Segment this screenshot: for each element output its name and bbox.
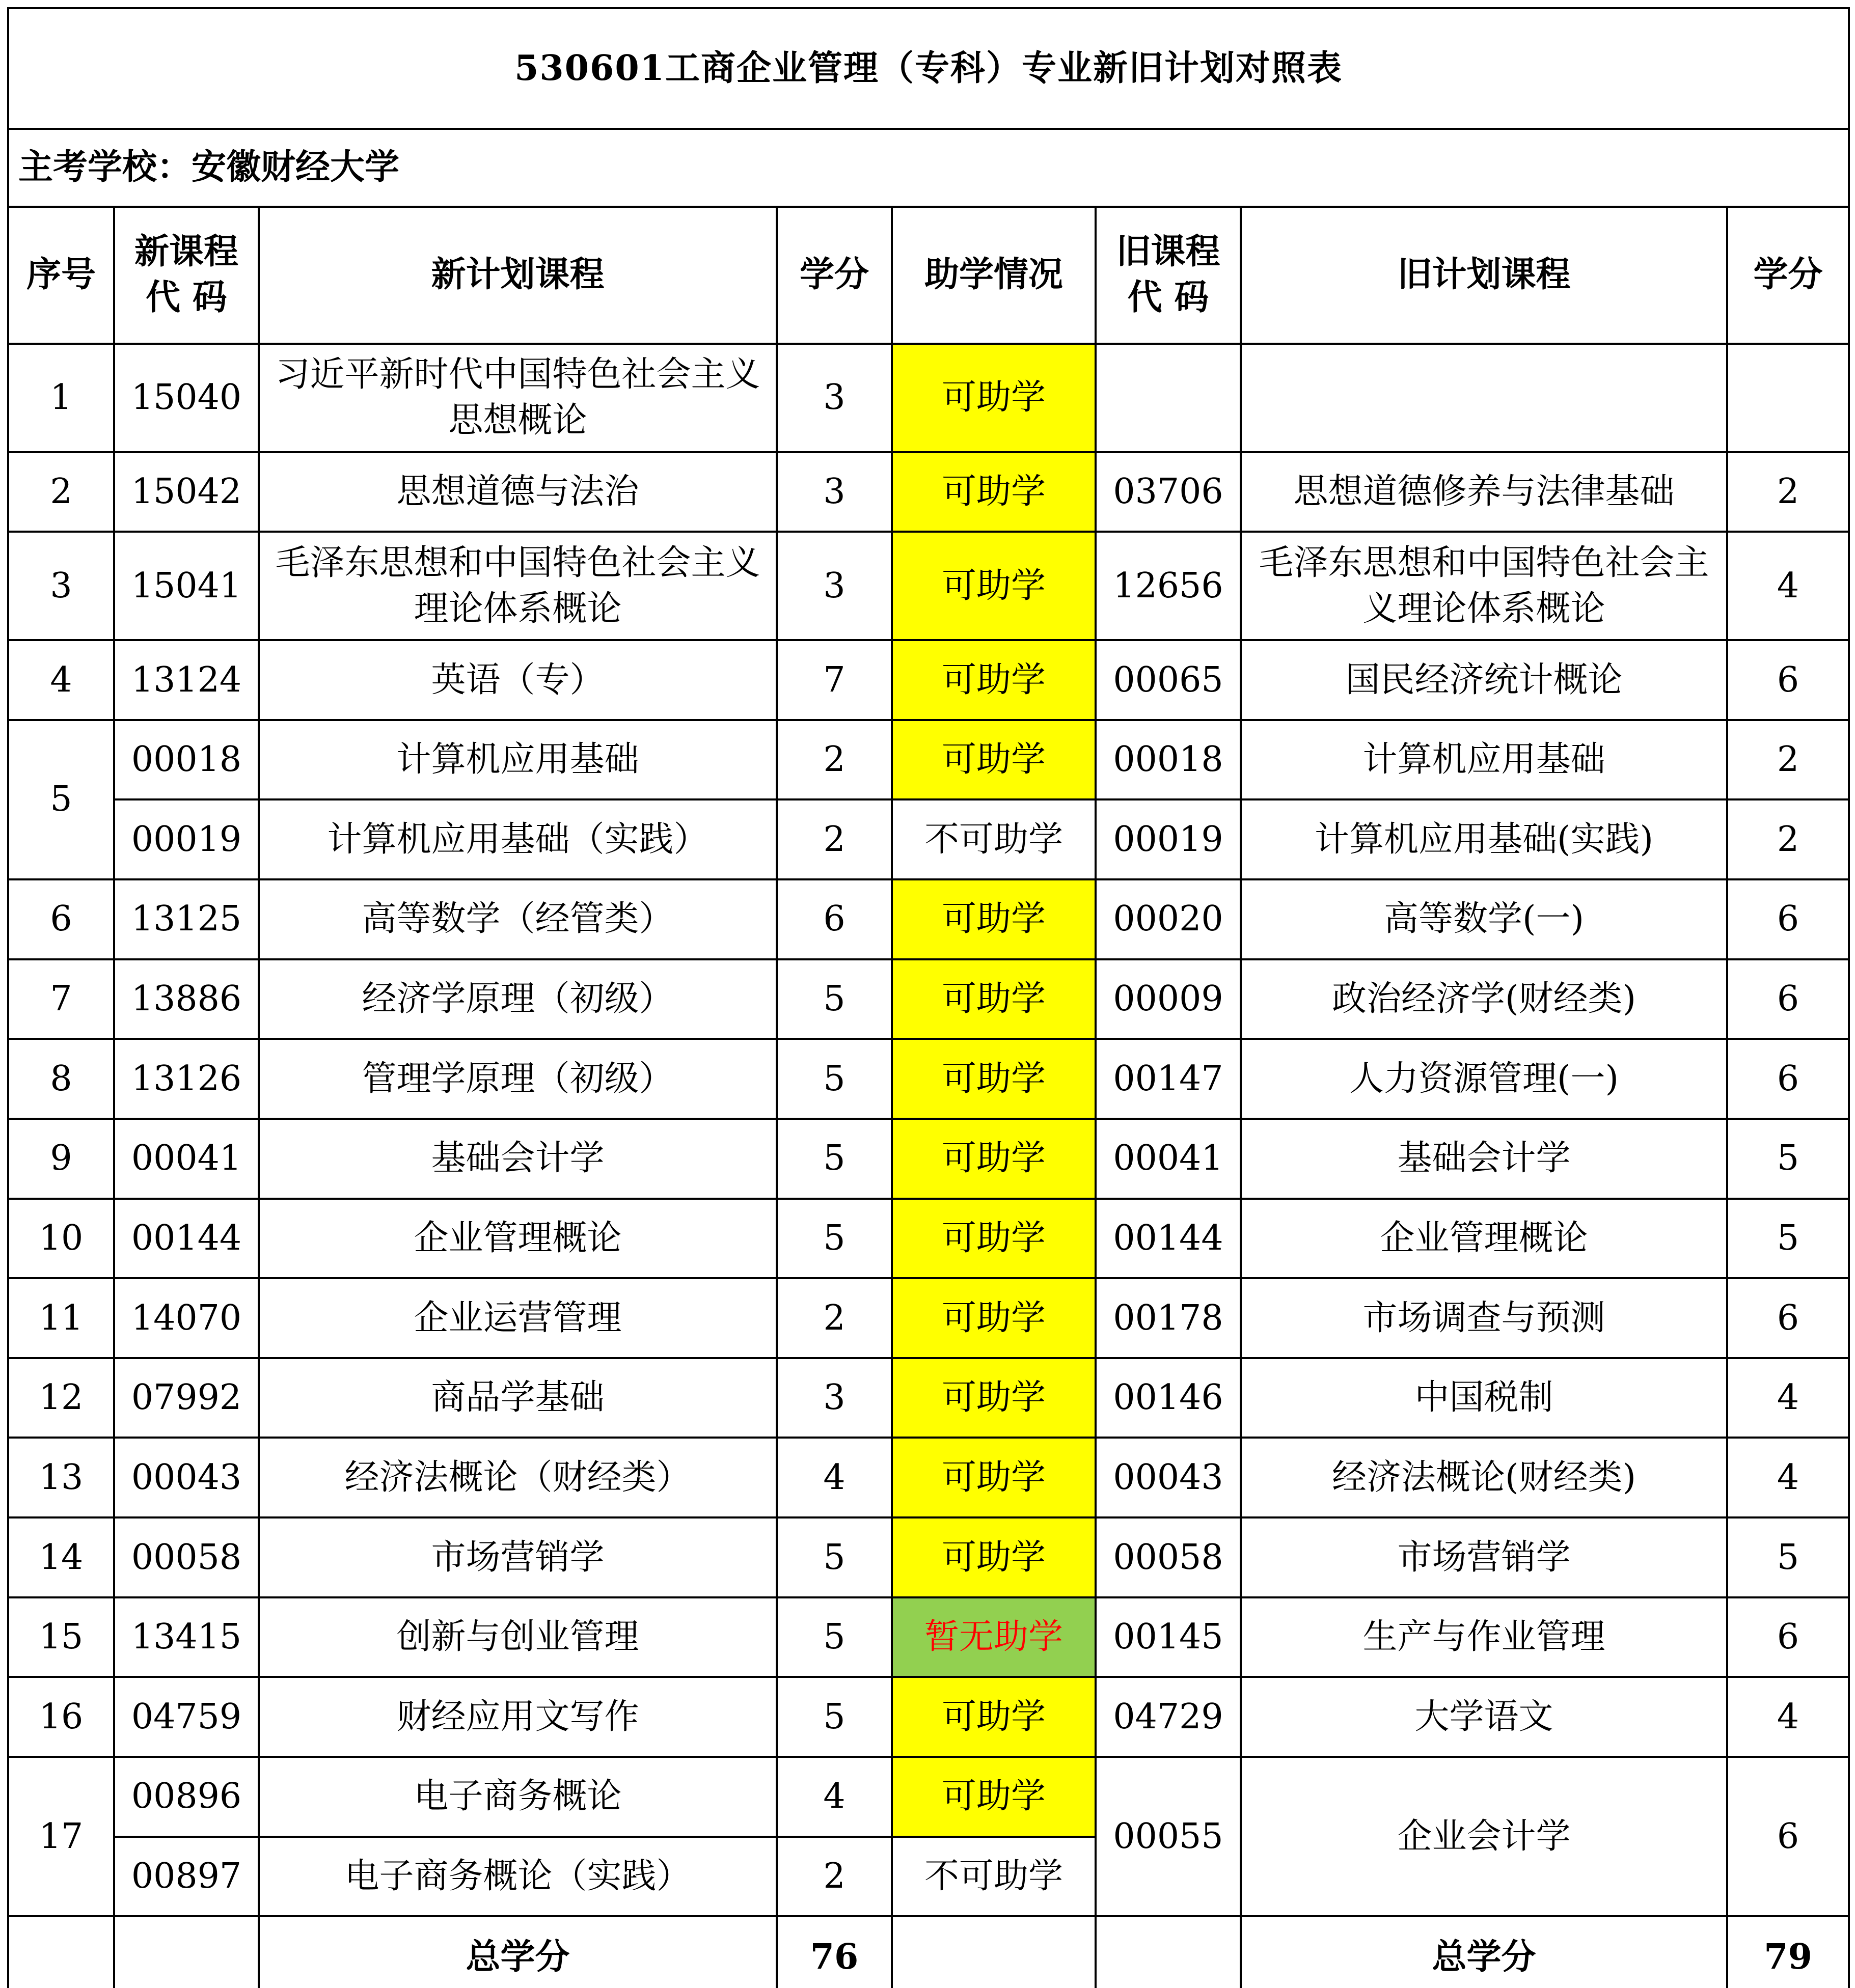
new-credit-cell: 3 xyxy=(777,452,892,532)
header-row xyxy=(8,207,1849,344)
table-row xyxy=(8,532,1849,640)
table-row xyxy=(8,799,1849,879)
seq-cell: 6 xyxy=(8,879,114,959)
old-code-cell: 04729 xyxy=(1096,1677,1241,1757)
new-credit-cell: 3 xyxy=(777,344,892,452)
totals-empty-aid xyxy=(892,1916,1096,1988)
aid-status-cell: 可助学 xyxy=(892,1757,1096,1837)
table-row xyxy=(8,640,1849,720)
seq-cell: 7 xyxy=(8,959,114,1039)
aid-status-cell: 可助学 xyxy=(892,1438,1096,1517)
new-course-cell: 毛泽东思想和中国特色社会主义理论体系概论 xyxy=(259,532,777,640)
new-course-cell: 财经应用文写作 xyxy=(259,1677,777,1757)
old-code-cell: 00009 xyxy=(1096,959,1241,1039)
old-code-cell: 03706 xyxy=(1096,452,1241,532)
old-code-cell: 00020 xyxy=(1096,879,1241,959)
seq-cell: 3 xyxy=(8,532,114,640)
old-course-cell: 企业会计学 xyxy=(1241,1757,1727,1916)
old-code-cell: 00147 xyxy=(1096,1039,1241,1119)
old-credit-cell: 6 xyxy=(1727,879,1849,959)
new-course-cell: 思想道德与法治 xyxy=(259,452,777,532)
header-seq: 序号 xyxy=(8,207,114,344)
table-row xyxy=(8,452,1849,532)
old-course-cell: 政治经济学(财经类) xyxy=(1241,959,1727,1039)
totals-empty-old-code xyxy=(1096,1916,1241,1988)
old-code-cell: 00146 xyxy=(1096,1358,1241,1438)
table-row xyxy=(8,1358,1849,1438)
aid-status-cell: 可助学 xyxy=(892,1677,1096,1757)
seq-cell: 12 xyxy=(8,1358,114,1438)
totals-row xyxy=(8,1916,1849,1988)
new-credit-cell: 2 xyxy=(777,1278,892,1358)
new-code-cell: 13126 xyxy=(114,1039,259,1119)
old-course-cell: 毛泽东思想和中国特色社会主义理论体系概论 xyxy=(1241,532,1727,640)
seq-cell: 14 xyxy=(8,1517,114,1597)
old-course-cell: 人力资源管理(一) xyxy=(1241,1039,1727,1119)
header-old-course: 旧计划课程 xyxy=(1241,207,1727,344)
seq-cell: 11 xyxy=(8,1278,114,1358)
aid-status-cell: 可助学 xyxy=(892,532,1096,640)
new-course-cell: 商品学基础 xyxy=(259,1358,777,1438)
table-row xyxy=(8,1757,1849,1837)
new-credit-cell: 3 xyxy=(777,532,892,640)
new-credit-cell: 5 xyxy=(777,959,892,1039)
table-row xyxy=(8,344,1849,452)
new-course-cell: 高等数学（经管类） xyxy=(259,879,777,959)
new-course-cell: 基础会计学 xyxy=(259,1119,777,1199)
seq-cell: 5 xyxy=(8,720,114,879)
new-credit-cell: 2 xyxy=(777,1837,892,1917)
new-credit-cell: 2 xyxy=(777,799,892,879)
old-code-cell xyxy=(1096,344,1241,452)
aid-status-cell: 不可助学 xyxy=(892,799,1096,879)
aid-status-cell: 不可助学 xyxy=(892,1837,1096,1917)
new-course-cell: 企业管理概论 xyxy=(259,1199,777,1279)
old-credit-cell: 6 xyxy=(1727,1278,1849,1358)
old-code-cell: 00019 xyxy=(1096,799,1241,879)
old-course-cell: 生产与作业管理 xyxy=(1241,1597,1727,1677)
seq-cell: 15 xyxy=(8,1597,114,1677)
new-course-cell: 英语（专） xyxy=(259,640,777,720)
aid-status-cell: 可助学 xyxy=(892,1039,1096,1119)
seq-cell: 2 xyxy=(8,452,114,532)
old-course-cell: 国民经济统计概论 xyxy=(1241,640,1727,720)
plan-comparison-table xyxy=(7,7,1850,1988)
old-credit-cell: 2 xyxy=(1727,799,1849,879)
old-code-cell: 12656 xyxy=(1096,532,1241,640)
table-row xyxy=(8,1438,1849,1517)
new-course-cell: 管理学原理（初级） xyxy=(259,1039,777,1119)
totals-empty-code xyxy=(114,1916,259,1988)
new-credit-cell: 7 xyxy=(777,640,892,720)
new-total-value: 76 xyxy=(777,1916,892,1988)
aid-status-cell: 可助学 xyxy=(892,1199,1096,1279)
old-code-cell: 00018 xyxy=(1096,720,1241,800)
aid-status-cell: 可助学 xyxy=(892,1517,1096,1597)
new-code-cell: 15040 xyxy=(114,344,259,452)
old-course-cell: 高等数学(一) xyxy=(1241,879,1727,959)
old-course-cell: 计算机应用基础 xyxy=(1241,720,1727,800)
old-course-cell: 大学语文 xyxy=(1241,1677,1727,1757)
new-credit-cell: 5 xyxy=(777,1199,892,1279)
seq-cell: 13 xyxy=(8,1438,114,1517)
header-new-course: 新计划课程 xyxy=(259,207,777,344)
old-code-cell: 00058 xyxy=(1096,1517,1241,1597)
old-credit-cell: 6 xyxy=(1727,1039,1849,1119)
old-credit-cell: 6 xyxy=(1727,640,1849,720)
new-code-cell: 00144 xyxy=(114,1199,259,1279)
header-new-code-line1: 新课程 xyxy=(134,231,238,272)
old-credit-cell: 4 xyxy=(1727,1438,1849,1517)
new-credit-cell: 4 xyxy=(777,1438,892,1517)
table-row xyxy=(8,1199,1849,1279)
seq-cell: 1 xyxy=(8,344,114,452)
new-code-cell: 00043 xyxy=(114,1438,259,1517)
table-row xyxy=(8,1517,1849,1597)
old-credit-cell: 4 xyxy=(1727,1358,1849,1438)
new-credit-cell: 5 xyxy=(777,1039,892,1119)
new-course-cell: 计算机应用基础（实践） xyxy=(259,799,777,879)
new-code-cell: 00897 xyxy=(114,1837,259,1917)
header-new-credit: 学分 xyxy=(777,207,892,344)
old-total-value: 79 xyxy=(1727,1916,1849,1988)
old-code-cell: 00043 xyxy=(1096,1438,1241,1517)
header-new-code xyxy=(114,207,259,344)
old-course-cell: 市场营销学 xyxy=(1241,1517,1727,1597)
aid-status-cell: 可助学 xyxy=(892,720,1096,800)
new-code-cell: 13415 xyxy=(114,1597,259,1677)
table-row xyxy=(8,1677,1849,1757)
old-code-cell: 00041 xyxy=(1096,1119,1241,1199)
old-credit-cell: 2 xyxy=(1727,720,1849,800)
seq-cell: 8 xyxy=(8,1039,114,1119)
aid-status-cell: 可助学 xyxy=(892,344,1096,452)
new-code-cell: 15041 xyxy=(114,532,259,640)
new-total-label: 总学分 xyxy=(259,1916,777,1988)
new-course-cell: 经济法概论（财经类） xyxy=(259,1438,777,1517)
new-code-cell: 04759 xyxy=(114,1677,259,1757)
new-course-cell: 经济学原理（初级） xyxy=(259,959,777,1039)
seq-cell: 16 xyxy=(8,1677,114,1757)
seq-cell: 10 xyxy=(8,1199,114,1279)
aid-status-cell: 可助学 xyxy=(892,640,1096,720)
new-code-cell: 00018 xyxy=(114,720,259,800)
new-course-cell: 创新与创业管理 xyxy=(259,1597,777,1677)
new-code-cell: 00058 xyxy=(114,1517,259,1597)
old-course-cell: 思想道德修养与法律基础 xyxy=(1241,452,1727,532)
exam-school: 主考学校：安徽财经大学 xyxy=(8,129,1849,207)
old-credit-cell: 4 xyxy=(1727,532,1849,640)
new-credit-cell: 2 xyxy=(777,720,892,800)
aid-status-cell: 暂无助学 xyxy=(892,1597,1096,1677)
old-credit-cell xyxy=(1727,344,1849,452)
page-title: 530601工商企业管理（专科）专业新旧计划对照表 xyxy=(8,8,1849,129)
table-row xyxy=(8,1597,1849,1677)
new-code-cell: 15042 xyxy=(114,452,259,532)
new-code-cell: 13124 xyxy=(114,640,259,720)
old-credit-cell: 5 xyxy=(1727,1517,1849,1597)
seq-cell: 4 xyxy=(8,640,114,720)
old-course-cell: 中国税制 xyxy=(1241,1358,1727,1438)
header-aid: 助学情况 xyxy=(892,207,1096,344)
old-course-cell: 经济法概论(财经类) xyxy=(1241,1438,1727,1517)
new-code-cell: 13125 xyxy=(114,879,259,959)
new-credit-cell: 5 xyxy=(777,1677,892,1757)
table-row xyxy=(8,720,1849,800)
old-code-cell: 00145 xyxy=(1096,1597,1241,1677)
old-course-cell: 基础会计学 xyxy=(1241,1119,1727,1199)
old-credit-cell: 2 xyxy=(1727,452,1849,532)
new-course-cell: 习近平新时代中国特色社会主义思想概论 xyxy=(259,344,777,452)
new-course-cell: 电子商务概论 xyxy=(259,1757,777,1837)
new-code-cell: 00896 xyxy=(114,1757,259,1837)
old-total-label: 总学分 xyxy=(1241,1916,1727,1988)
new-course-cell: 电子商务概论（实践） xyxy=(259,1837,777,1917)
new-course-cell: 市场营销学 xyxy=(259,1517,777,1597)
totals-empty-seq xyxy=(8,1916,114,1988)
header-old-code xyxy=(1096,207,1241,344)
table-row xyxy=(8,959,1849,1039)
aid-status-cell: 可助学 xyxy=(892,452,1096,532)
table-row xyxy=(8,879,1849,959)
aid-status-cell: 可助学 xyxy=(892,1119,1096,1199)
table-row xyxy=(8,1119,1849,1199)
seq-cell: 9 xyxy=(8,1119,114,1199)
aid-status-cell: 可助学 xyxy=(892,1278,1096,1358)
new-credit-cell: 5 xyxy=(777,1119,892,1199)
seq-cell: 17 xyxy=(8,1757,114,1916)
header-old-code-line2: 代 码 xyxy=(1127,277,1209,318)
old-course-cell: 企业管理概论 xyxy=(1241,1199,1727,1279)
header-old-code-line1: 旧课程 xyxy=(1116,231,1220,272)
header-old-credit: 学分 xyxy=(1727,207,1849,344)
old-course-cell: 市场调查与预测 xyxy=(1241,1278,1727,1358)
new-course-cell: 计算机应用基础 xyxy=(259,720,777,800)
old-credit-cell: 6 xyxy=(1727,1757,1849,1916)
new-credit-cell: 4 xyxy=(777,1757,892,1837)
new-code-cell: 07992 xyxy=(114,1358,259,1438)
old-credit-cell: 6 xyxy=(1727,1597,1849,1677)
new-credit-cell: 6 xyxy=(777,879,892,959)
old-code-cell: 00055 xyxy=(1096,1757,1241,1916)
old-credit-cell: 4 xyxy=(1727,1677,1849,1757)
aid-status-cell: 可助学 xyxy=(892,959,1096,1039)
header-new-code-line2: 代 码 xyxy=(146,277,227,318)
old-course-cell xyxy=(1241,344,1727,452)
new-credit-cell: 5 xyxy=(777,1517,892,1597)
old-code-cell: 00065 xyxy=(1096,640,1241,720)
new-code-cell: 00019 xyxy=(114,799,259,879)
new-credit-cell: 3 xyxy=(777,1358,892,1438)
new-credit-cell: 5 xyxy=(777,1597,892,1677)
old-course-cell: 计算机应用基础(实践) xyxy=(1241,799,1727,879)
old-code-cell: 00178 xyxy=(1096,1278,1241,1358)
old-code-cell: 00144 xyxy=(1096,1199,1241,1279)
new-code-cell: 14070 xyxy=(114,1278,259,1358)
aid-status-cell: 可助学 xyxy=(892,1358,1096,1438)
new-code-cell: 00041 xyxy=(114,1119,259,1199)
new-code-cell: 13886 xyxy=(114,959,259,1039)
new-course-cell: 企业运营管理 xyxy=(259,1278,777,1358)
old-credit-cell: 5 xyxy=(1727,1199,1849,1279)
table-row xyxy=(8,1039,1849,1119)
aid-status-cell: 可助学 xyxy=(892,879,1096,959)
table-row xyxy=(8,1278,1849,1358)
old-credit-cell: 5 xyxy=(1727,1119,1849,1199)
old-credit-cell: 6 xyxy=(1727,959,1849,1039)
